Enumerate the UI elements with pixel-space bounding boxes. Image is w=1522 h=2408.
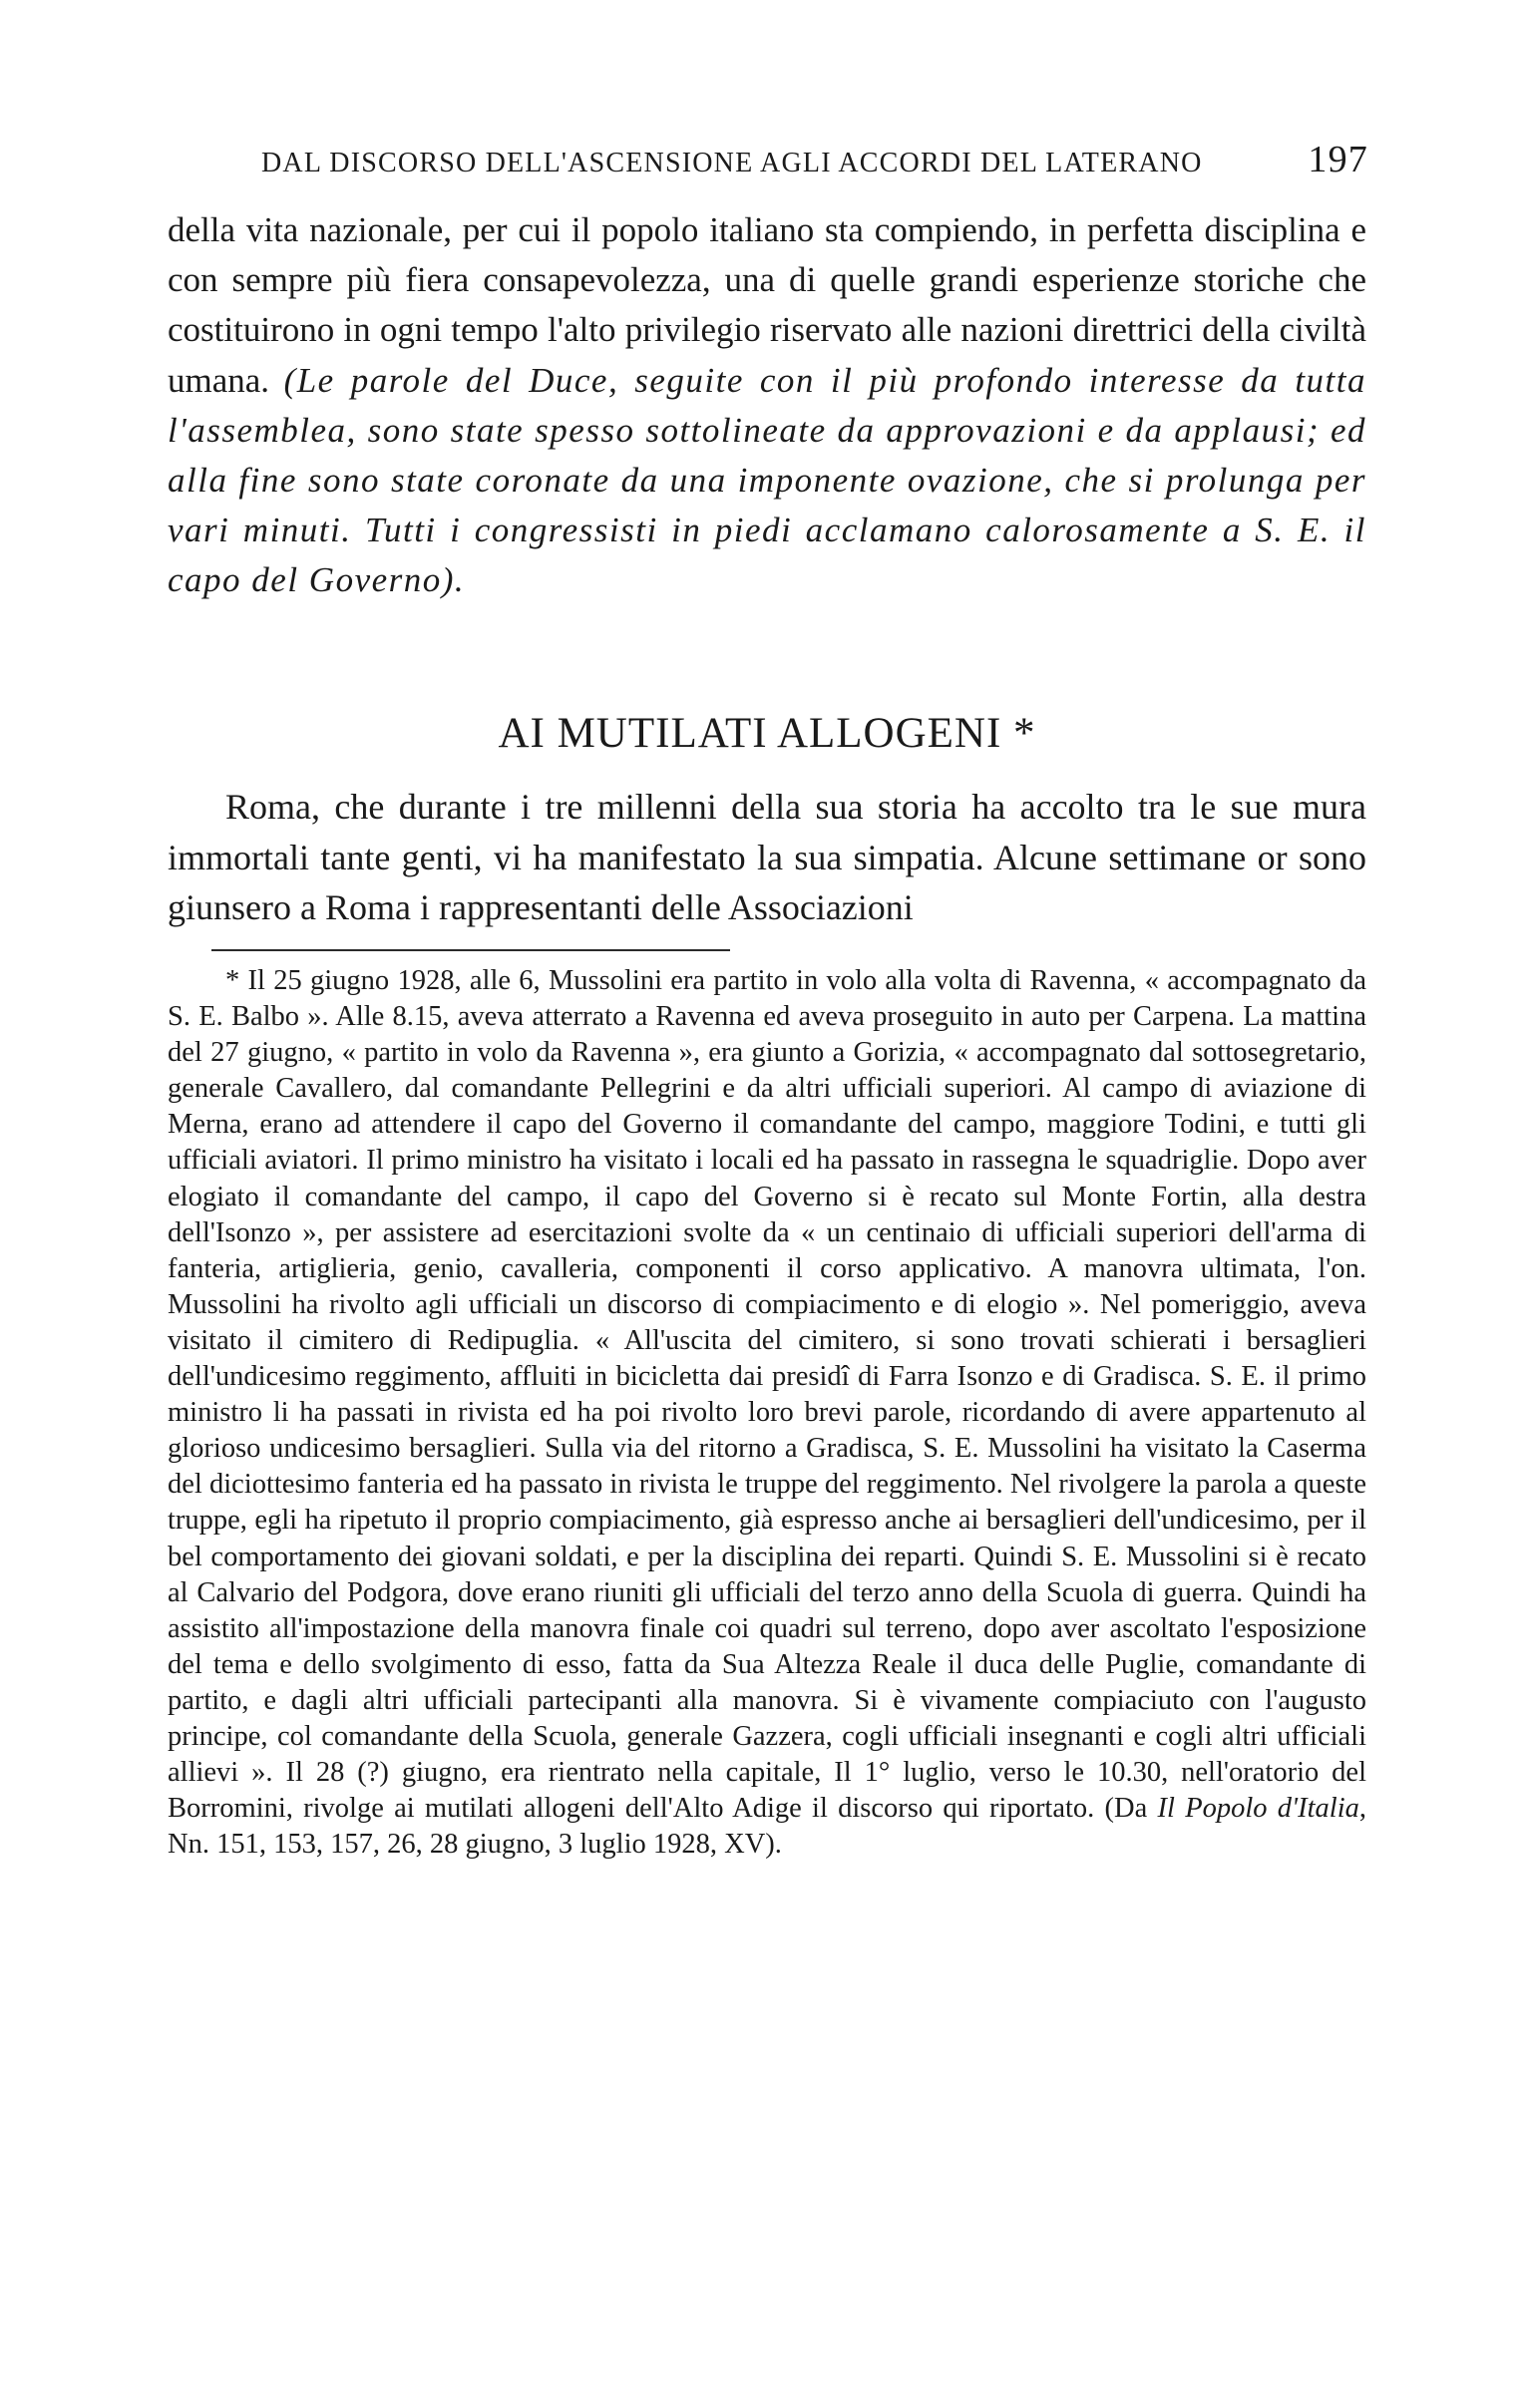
footnote [168,963,1366,1863]
intro-italic-note: (Le parole del Duce, seguite con il più profondo interesse da tutta l'assemblea, sono state spesso sottolineate da approvazioni e da applausi; ed alla fine sono state coronate da una imponente ovazione, che si prolunga per vari minuti. Tutti i congressisti in piedi acclamano calorosamente a S. E. il capo del Governo). [168,360,1366,600]
footnote-text: * Il 25 giugno 1928, alle 6, Mussolini era partito in volo alla volta di Ravenna, « accompagnato da S. E. Balbo ». Alle 8.15, aveva atterrato a Ravenna ed aveva proseguito in auto per Carpena. La mattina del 27 giugno, « partito in volo da Ravenna », era giunto a Gorizia, « accompagnato dal sottosegretario, generale Cavallero, dal comandante Pellegrini e da altri ufficiali superiori. Al campo di aviazione di Merna, erano ad attendere il capo del Governo il comandante del campo, maggiore Todini, e tutti gli ufficiali aviatori. Il primo ministro ha visitato i locali ed ha passato in rassegna le squadriglie. Dopo aver elogiato il comandante del campo, il capo del Governo si è recato sul Monte Fortin, alla destra dell'Isonzo », per assistere ad esercitazioni svolte da « un centinaio di ufficiali superiori dell'arma di fanteria, artiglieria, genio, cavalleria, componenti il corso applicativo. A manovra ultimata, l'on. Mussolini ha rivolto agli ufficiali un discorso di compiacimento e di elogio ». Nel pomeriggio, aveva visitato il cimitero di Redipuglia. « All'uscita del cimitero, si sono trovati schierati i bersaglieri dell'undicesimo reggimento, affluiti in bicicletta dai presidî di Farra Isonzo e di Gradisca. S. E. il primo ministro li ha passati in rivista ed ha poi rivolto loro brevi parole, ricordando di avere appartenuto al glorioso undicesimo bersaglieri. Sulla via del ritorno a Gradisca, S. E. Mussolini ha visitato la Caserma del diciottesimo fanteria ed ha passato in rivista le truppe del reggimento. Nel rivolgere la parola a queste truppe, egli ha ripetuto il proprio compiacimento, già espresso anche ai bersaglieri dell'undicesimo, per il bel comportamento dei giovani soldati, e per la disciplina dei reparti. Quindi S. E. Mussolini si è recato al Calvario del Podgora, dove erano riuniti gli ufficiali del terzo anno della Scuola di guerra. Quindi ha assistito all'impostazione della manovra finale coi quadri sul terreno, dopo aver ascoltato l'esposizione del tema e dello svolgimento di esso, fatta da Sua Altezza Reale il duca delle Puglie, comandante di partito, e dagli altri ufficiali partecipanti alla manovra. Si è vivamente compiaciuto con l'augusto principe, col comandante della Scuola, generale Gazzera, cogli ufficiali insegnanti e cogli altri ufficiali allievi ». Il 28 (?) giugno, era rientrato nella capitale, Il 1° luglio, verso le 10.30, nell'oratorio del Borromini, rivolge ai mutilati allogeni dell'Alto Adige il discorso qui riportato. (Da [168,965,1366,1825]
footnote-divider [211,949,730,951]
section-body-paragraph: Roma, che durante i tre millenni della sua storia ha accolto tra le sue mura immortali tante genti, vi ha manifestato la sua simpatia. Alcune settimane or sono giunsero a Roma i rappresentanti delle Associazioni [168,787,1366,927]
section-title: AI MUTILATI ALLOGENI * [498,710,1036,757]
running-head [261,139,1368,185]
intro-paragraph [168,205,1366,606]
footnote-source-details: , Nn. 151, 153, 157, 26, 28 giugno, 3 luglio 1928, XV). [168,1793,1366,1861]
running-title: DAL DISCORSO DELL'ASCENSIONE AGLI ACCORDI DEL LATERANO [261,148,1203,178]
page-number: 197 [1308,139,1368,180]
footnote-source-title: Il Popolo d'Italia [1157,1793,1359,1825]
intro-text: della vita nazionale, per cui il popolo italiano sta compiendo, in perfetta disciplina e con sempre più fiera consapevolezza, una di quelle grandi esperienze storiche che costituirono in ogni tempo l'alto privilegio riservato alle nazioni direttrici della civiltà umana. [168,210,1366,400]
